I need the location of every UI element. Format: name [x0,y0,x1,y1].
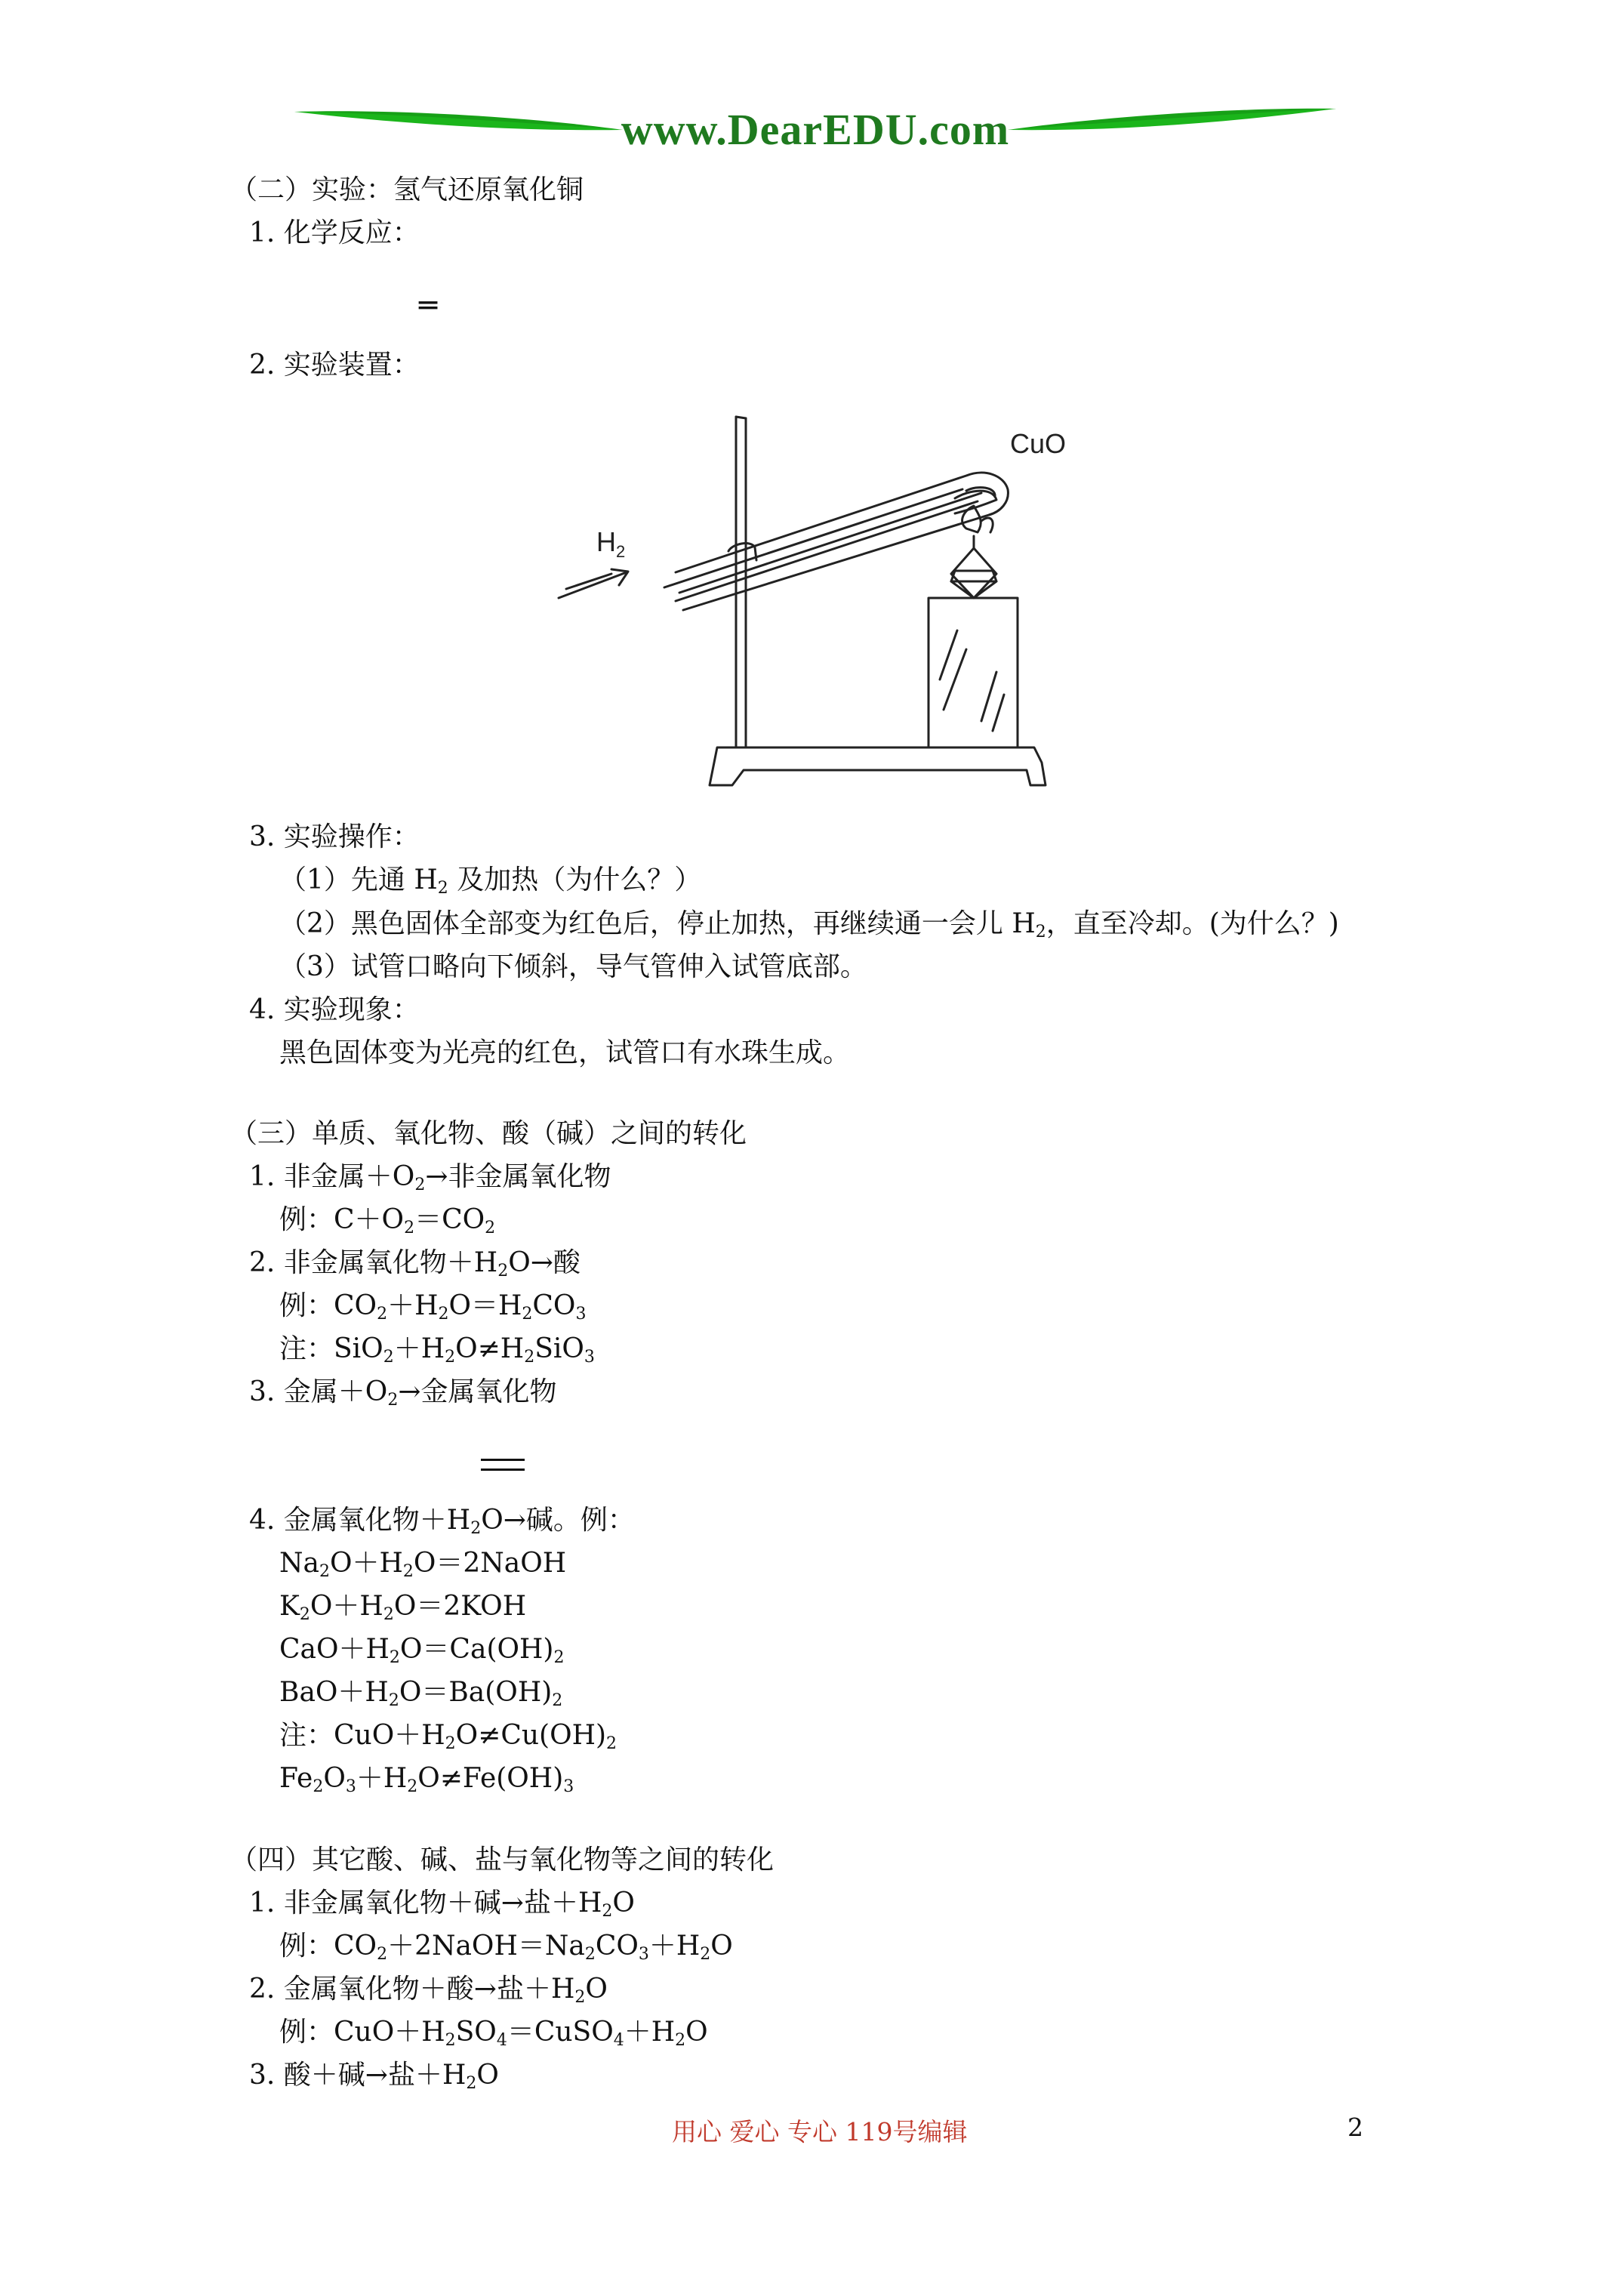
s3-reaction-4: $BaO+H_2O=Ba(OH)_2$ [279,1677,563,1710]
s2-op-2: （2）黑色固体全部变为红色后，停止加热，再继续通一会儿 $H_2$，直至冷却。(为什么？) [279,908,1339,942]
s3-example-1: 例：$C+O_2=CO_2$ [279,1204,496,1237]
cuo-label: CuO [1010,428,1067,459]
s3-item-4: 4. 金属氧化物$+H_2O\to$碱。例： [249,1505,635,1538]
s3-reaction-5: 注：$CuO+H_2O\ne Cu(OH)_2$ [279,1720,617,1753]
section-4-title: （四）其它酸、碱、盐与氧化物等之间的转化 [230,1845,775,1875]
s2-item-1: 1. 化学反应： [249,217,420,248]
s2-op-1: （1）先通 $H_2$ 及加热（为什么？） [279,864,702,898]
apparatus-diagram [544,400,1087,808]
s2-op-3: （3）试管口略向下倾斜，导气管伸入试管底部。 [279,951,867,982]
s4-item-1: 1. 非金属氧化物＋碱→盐$+H_2O$ [249,1888,635,1921]
s4-item-2: 2. 金属氧化物＋酸→盐$+H_2O$ [249,1974,608,2007]
s3-reaction-1: $Na_2O+H_2O=2NaOH$ [279,1548,567,1581]
section-2-title: （二）实验：氢气还原氧化铜 [230,174,584,205]
h2-label: $H_2$ [596,526,626,561]
section-3-title: （三）单质、氧化物、酸（碱）之间的转化 [230,1118,747,1149]
s4-example-2: 例：$CuO+H_2SO_4=CuSO_4+H_2O$ [279,2017,708,2050]
s4-item-3: 3. 酸＋碱→盐$+H_2O$ [249,2060,499,2093]
s2-item-4: 4. 实验现象： [249,994,420,1025]
s3-item-3: 3. 金属$+O_2\to$金属氧化物 [249,1376,557,1410]
footer-text: 用心 爱心 专心 119号编辑 [672,2117,968,2147]
s3-reaction-3: $CaO+H_2O=Ca(OH)_2$ [279,1634,565,1667]
s2-item-3: 3. 实验操作： [249,821,420,852]
s3-item-1: 1. 非金属$+O_2\to$非金属氧化物 [249,1161,611,1194]
s4-example-1: 例：$CO_2+2NaOH=Na_2CO_3+H_2O$ [279,1931,733,1964]
s3-example-2: 例：$CO_2+H_2O=H_2CO_3$ [279,1290,587,1324]
double-line-equals [481,1459,525,1471]
s3-reaction-6: $Fe_2O_3+H_2O\ne Fe(OH)_3$ [279,1763,574,1796]
s2-phenomenon: 黑色固体变为光亮的红色，试管口有水珠生成。 [279,1037,851,1068]
s3-reaction-2: $K_2O+H_2O=2KOH$ [279,1591,527,1624]
page-number: 2 [1347,2113,1363,2142]
site-title: www.DearEDU.com [621,105,1010,154]
equals-sign: ═ [419,288,438,323]
s3-note-2: 注：$SiO_2+H_2O\ne H_2SiO_3$ [279,1333,595,1367]
s3-item-2: 2. 非金属氧化物$+H_2O\to$酸 [249,1247,581,1281]
s2-item-2: 2. 实验装置： [249,350,420,381]
header-banner [287,91,1344,166]
